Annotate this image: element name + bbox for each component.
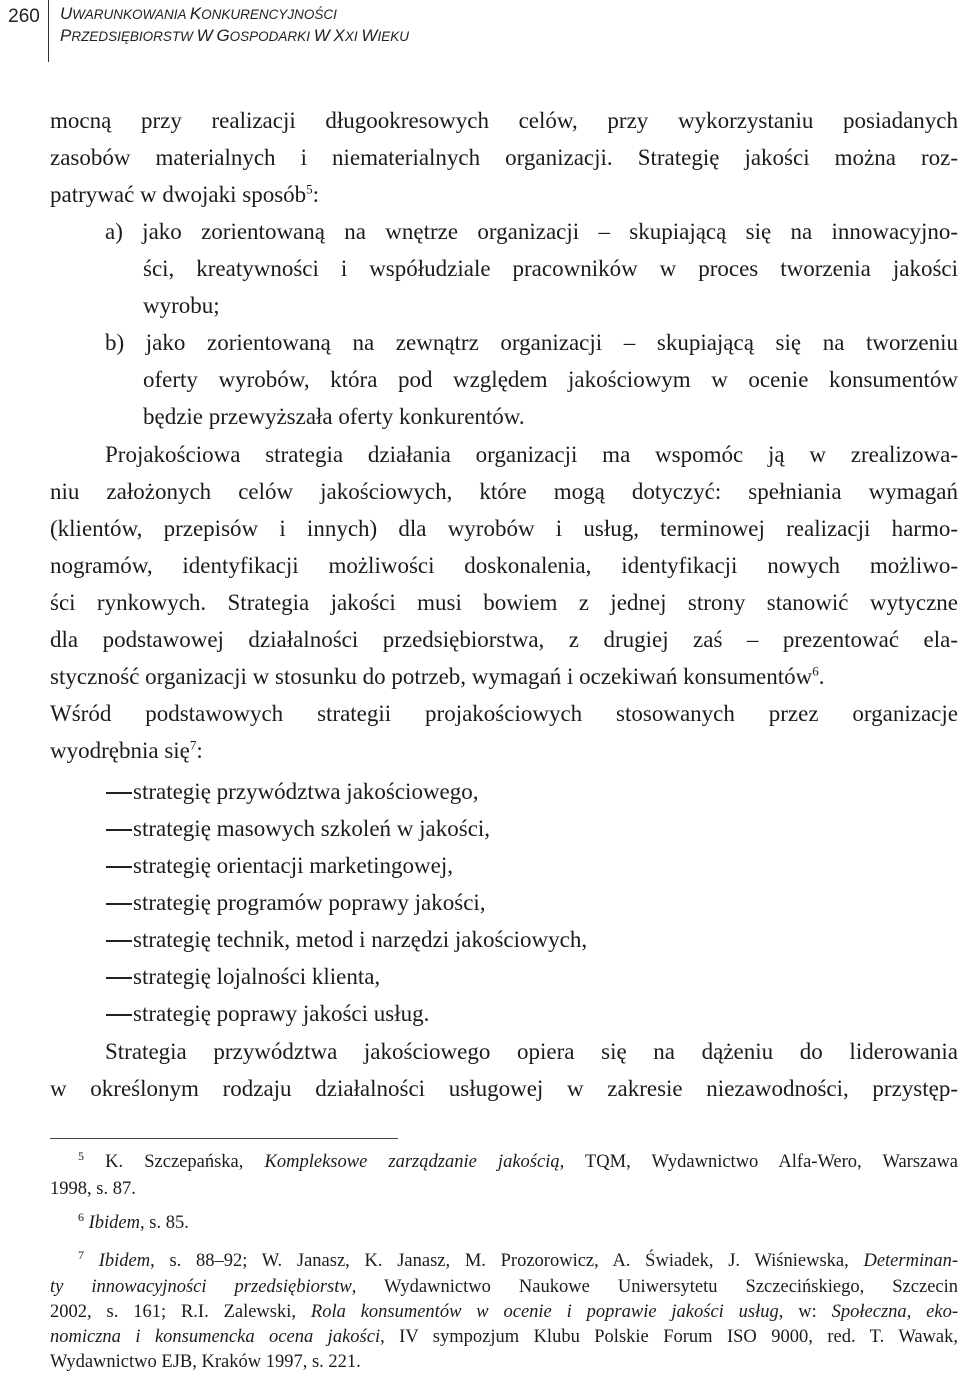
italic-title: Ibidem: [88, 1213, 140, 1233]
list-item: strategię lojalności klienta,: [133, 964, 381, 989]
footnote-5-line: [78, 1148, 959, 1173]
text-span: , IV sympozjum Klubu Polskie Forum ISO 9000, red. T. Wawak,: [380, 1327, 958, 1347]
running-head-line2: PRZEDSIĘBIORSTW W GOSPODARKI W XXI WIEKU: [60, 26, 409, 45]
list-b-line: oferty wyrobów, która pod względem jakościowym w ocenie konsumentów: [143, 367, 958, 392]
text-span: , Wydawnictwo Naukowe Uniwersytetu Szczecińskiego, Szczecin: [351, 1277, 959, 1297]
list-item: strategię orientacji marketingowej,: [133, 853, 453, 878]
text-line: dla podstawowej działalności przedsiębiorstwa, z drugiej zaś – prezentować ela-: [50, 627, 958, 652]
text-span: K. Szczepańska,: [105, 1152, 265, 1172]
footnote-ref: 7: [189, 737, 197, 753]
italic-title: Kompleksowe zarządzanie jakością: [264, 1152, 560, 1172]
text-span: , TQM, Wydawnictwo Alfa-Wero, Warszawa: [559, 1152, 959, 1172]
list-item: strategię poprawy jakości usług.: [133, 1001, 430, 1026]
footnote-7-line: [50, 1326, 958, 1348]
running-head-initial: X: [333, 26, 345, 45]
running-head-initial: U: [60, 4, 73, 23]
dash-bullet: [106, 903, 132, 905]
running-head-line1: UWARUNKOWANIA KONKURENCYJNOŚCI: [60, 4, 337, 23]
footnote-7-line: [50, 1301, 958, 1323]
dash-bullet: [106, 940, 132, 942]
text-line: niu założonych celów jakościowych, które mogą dotyczyć: spełniania wymagań: [50, 479, 958, 504]
dash-bullet: [106, 866, 132, 868]
text-span: :: [312, 182, 320, 207]
text-line: (klientów, przepisów i innych) dla wyrobów i usług, terminowej realizacji harmo-: [50, 516, 958, 541]
dash-bullet: [106, 792, 132, 794]
header-divider: [48, 0, 49, 62]
footnote-5-line: 1998, s. 87.: [50, 1179, 136, 1199]
italic-title: Rola konsumentów w ocenie i poprawie jakości usług: [310, 1302, 779, 1322]
footnote-7-line: Wydawnictwo EJB, Kraków 1997, s. 221.: [50, 1352, 361, 1372]
dash-bullet: [106, 829, 132, 831]
footnote-ref: 5: [306, 181, 313, 197]
page-number: 260: [8, 6, 40, 27]
text-span: wyodrębnia się: [50, 738, 190, 763]
text-line: Projakościowa strategia działania organizacji ma wspomóc ją w zrealizowa-: [105, 442, 958, 467]
footnote-ref: 6: [812, 663, 819, 679]
footnote-number: 6: [78, 1209, 84, 1224]
italic-title: Społeczna, eko-: [831, 1302, 958, 1322]
footnote-7-line: [78, 1247, 959, 1272]
running-head-initial: W: [196, 26, 213, 45]
italic-title: Determinan-: [863, 1251, 959, 1271]
text-line: mocną przy realizacji długookresowych celów, przy wykorzystaniu posiadanych: [50, 108, 958, 133]
text-span: styczność organizacji w stosunku do potrzeb, wymagań i oczekiwań konsumentów: [50, 664, 813, 689]
list-item: strategię masowych szkoleń w jakości,: [133, 816, 491, 841]
text-line: nogramów, identyfikacji możliwości doskonalenia, identyfikacji nowych możliwo-: [50, 553, 958, 578]
list-a-line: wyrobu;: [143, 293, 220, 318]
list-a-line: a) jako zorientowaną na wnętrze organizacji – skupiającą się na innowacyjno-: [105, 219, 958, 244]
text-line: [50, 737, 203, 765]
text-line: [50, 181, 319, 209]
dash-bullet: [106, 1014, 132, 1016]
italic-title: nomiczna i konsumencka ocena jakości: [50, 1327, 381, 1347]
footnote-7-line: [50, 1276, 958, 1298]
text-span: patrywać w dwojaki sposób: [50, 182, 307, 207]
page-header: [0, 0, 960, 68]
running-head-initial: K: [189, 4, 202, 23]
text-span: , s. 85.: [140, 1213, 189, 1233]
dash-bullet: [106, 977, 132, 979]
list-item: strategię programów poprawy jakości,: [133, 890, 486, 915]
text-span: 2002, s. 161; R.I. Zalewski,: [50, 1302, 311, 1322]
text-line: zasobów materialnych i niematerialnych organizacji. Strategię jakości można roz-: [50, 145, 958, 170]
list-item: strategię technik, metod i narzędzi jakościowych,: [133, 927, 588, 952]
footnote-divider: [50, 1138, 398, 1139]
italic-title: ty innowacyjności przedsiębiorstw: [50, 1277, 352, 1297]
footnote-number: 7: [78, 1247, 84, 1262]
text-line: w określonym rodzaju działalności usługowej w zakresie niezawodności, przystęp-: [50, 1076, 958, 1101]
list-a-line: ści, kreatywności i współudziale pracowników w proces tworzenia jakości: [143, 256, 958, 281]
running-head-initial: W: [313, 26, 330, 45]
running-head-initial: P: [60, 26, 72, 45]
text-line: Strategia przywództwa jakościowego opiera się na dążeniu do liderowania: [105, 1039, 958, 1064]
text-span: .: [818, 664, 825, 689]
text-line: Wśród podstawowych strategii projakościowych stosowanych przez organizacje: [50, 701, 958, 726]
footnote-number: 5: [78, 1148, 84, 1163]
text-span: , w:: [778, 1302, 832, 1322]
list-item: strategię przywództwa jakościowego,: [133, 779, 479, 804]
list-b-line: b) jako zorientowaną na zewnątrz organizacji – skupiającą się na tworzeniu: [105, 330, 958, 355]
text-span: , s. 88–92; W. Janasz, K. Janasz, M. Prozorowicz, A. Świadek, J. Wiśniewska,: [150, 1251, 864, 1271]
italic-title: Ibidem: [98, 1251, 151, 1271]
footnote-6-line: [78, 1209, 189, 1234]
running-head-initial: W: [361, 26, 378, 45]
text-line: [50, 663, 824, 691]
text-line: ści rynkowych. Strategia jakości musi bowiem z jednej strony stanowić wytyczne: [50, 590, 958, 615]
list-b-line: będzie przewyższała oferty konkurentów.: [143, 404, 525, 429]
text-span: :: [196, 738, 203, 763]
running-head-initial: G: [216, 26, 230, 45]
